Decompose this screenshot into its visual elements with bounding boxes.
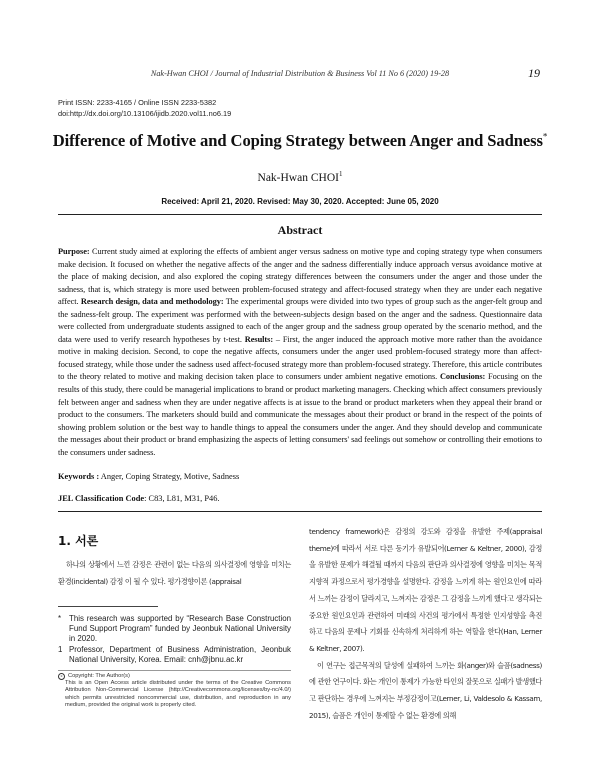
design-text: The experimental groups were divided into two types of group such as the anger-felt group and the sadness-felt group. The experiment was performed with the between-subjects design based on the anger and the sadness. Questionnaire data were collected from undergraduate students assigned to each of the anger group and the sadness group operated by the scenario method, and the data were used to verify research hypotheses by t-test. [58, 297, 542, 344]
footnote [58, 645, 291, 665]
left-body-text: 하나의 상황에서 느낀 감정은 관련이 없는 다음의 의사결정에 영향을 미치는 환경(incidental) 감정 이 될 수 있다. 평가경향이론 (appraisal [58, 560, 291, 586]
jel-label: JEL Classification Code [58, 494, 145, 503]
section-heading: 1. 서론 [58, 534, 99, 548]
abstract-heading: Abstract [277, 223, 323, 237]
author-name: Nak-Hwan CHOI [257, 171, 339, 184]
design-label: Research design, data and methodology: [80, 297, 224, 307]
doi-line: doi:http://dx.doi.org/10.13106/ijidb.2020.vol11.no6.19 [58, 108, 232, 118]
copyright-title: Copyright: The Author(s) [68, 673, 130, 679]
copyright-rule [58, 670, 291, 671]
author-line [0, 170, 600, 184]
bottom-rule [58, 511, 542, 512]
footnote-mark: * [58, 614, 62, 623]
issn-line: Print ISSN: 2233-4165 / Online ISSN 2233-5382 [58, 98, 217, 107]
footnote-text: This research was supported by “Research Base Construction Fund Support Program” funded by Jeonbuk National University in 2020. [69, 614, 291, 643]
keywords-label: Keywords : [58, 472, 100, 481]
footnote-mark: 1 [58, 645, 63, 655]
purpose-text: Current study aimed at exploring the effects of ambient anger versus sadness on motive type and coping strategy type when consumers make decision. It focused on whether the negative affects of the anger and the sadness differentially induce approach versus avoidance motive at the place of making decision, and also explored the coping strategy differences between the consumers under the anger and those under the sadness, that is, which strategy is more used between problem-focused strategy and affect-focused strategy when they are under each negative affect. [58, 247, 542, 307]
footnote [58, 614, 291, 643]
footnotes [58, 614, 291, 667]
running-head: Nak-Hwan CHOI / Journal of Industrial Distribution & Business Vol 11 No 6 (2020) 19-28 [150, 69, 450, 78]
author-footnote-mark: 1 [338, 170, 343, 178]
right-paragraph-2: 이 연구는 접근목적의 달성에 실패하여 느끼는 화(anger)와 슬픔(sadness)에 관한 연구이다. 화는 개인이 통제가 가능한 타인의 잘못으로 실패가 발생했다고 판단하는 경우에 느껴지는 부정감정이고(Lerner, Li, Valdesolo & Kassam, 2015), 슬픔은 개인이 통제할 수 없는 환경에 의해 [309, 660, 542, 720]
keywords-text: Anger, Coping Strategy, Motive, Sadness [99, 472, 240, 481]
results-label: Results: [244, 334, 274, 344]
results-text: – First, the anger induced the approach motive more rather than the avoidance motive in making decision. Second, to cope the negative affects, consumers under the anger used problem-focused strategy more than affect-focused strategy, while those under the sadness used affect-focused strategy more than problem-focused strategy. Therefore, this article contributes to the theory related to motive and making decision taken place to consumers under ambient negative emotions. [58, 334, 542, 382]
conclusions-label: Conclusions: [439, 372, 486, 382]
paper-title [40, 131, 560, 151]
copyright-text: This is an Open Access article distributed under the terms of the Creative Commons Attribution Non-Commercial License (http://Creativecommons.org/licenses/by-nc/4.0/) which permits unrestricted noncommercial use, distribution, and reproduction in any medium, provided the original work is properly cited. [65, 680, 291, 708]
jel-line [58, 494, 219, 503]
purpose-label: Purpose: [58, 247, 90, 256]
copyright-icon: c [58, 673, 65, 680]
paper-title-text: Difference of Motive and Coping Strategy between Anger and Sadness [52, 131, 543, 150]
title-footnote-mark: * [542, 131, 548, 142]
issn-block [58, 98, 231, 119]
page-number: 19 [528, 66, 540, 80]
right-paragraph-1: tendency framework)은 감정의 강도와 감정을 유발한 주제(appraisal theme)에 따라서 서로 다른 동기가 유발되어(Lerner & Keltner, 2000), 감정을 유발한 문제가 해결될 때까지 다음의 판단과 의사결정에 영향을 미치는 목적지향적 과정으로서 평가경향을 설명한다. 감정을 느끼게 하는 원인요인에 따라서 느끼는 감정이 달라지고, 느껴지는 감정은 그 감정을 느끼게 했다고 생각되는 중요한 원인요인과 관련하여 미래의 사건의 평가에서 특정한 인지성향을 촉진하고 다음의 문제나 기회를 신속하게 처리하게 하는 역할을 한다(Han, Lerner & Keltner, 2007). [309, 527, 542, 653]
footnote-rule [58, 606, 158, 607]
right-column [309, 524, 542, 724]
received-dates: Received: April 21, 2020. Revised: May 30, 2020. Accepted: June 05, 2020 [161, 197, 439, 206]
abstract-body [58, 246, 542, 459]
copyright-block [58, 673, 291, 709]
keywords-line [58, 472, 239, 481]
top-rule [58, 214, 542, 215]
jel-text: : C83, L81, M31, P46. [144, 494, 220, 503]
footnote-text: Professor, Department of Business Administration, Jeonbuk National University, Korea. Email: cnh@jbnu.ac.kr [69, 645, 291, 665]
conclusions-text: Focusing on the results of this study, there could be managerial implications to brand or product marketing managers. Checking which affect consumers previously felt between anger and sadness when they are under negative affects is at issue to the brand or product marketers when they appeal their brand or product to the consumers. The marketers should build and communicate the messages about their product or brand in the respect of the points of showing problem solution or the best way to handle things to appeal the consumers under the anger. And they should develop and communicate the messages about their product or brand emphasizing the aspects of letting consumers' sad feelings out somehow or controlling their emotions to the consumers under sadness. [58, 372, 542, 457]
